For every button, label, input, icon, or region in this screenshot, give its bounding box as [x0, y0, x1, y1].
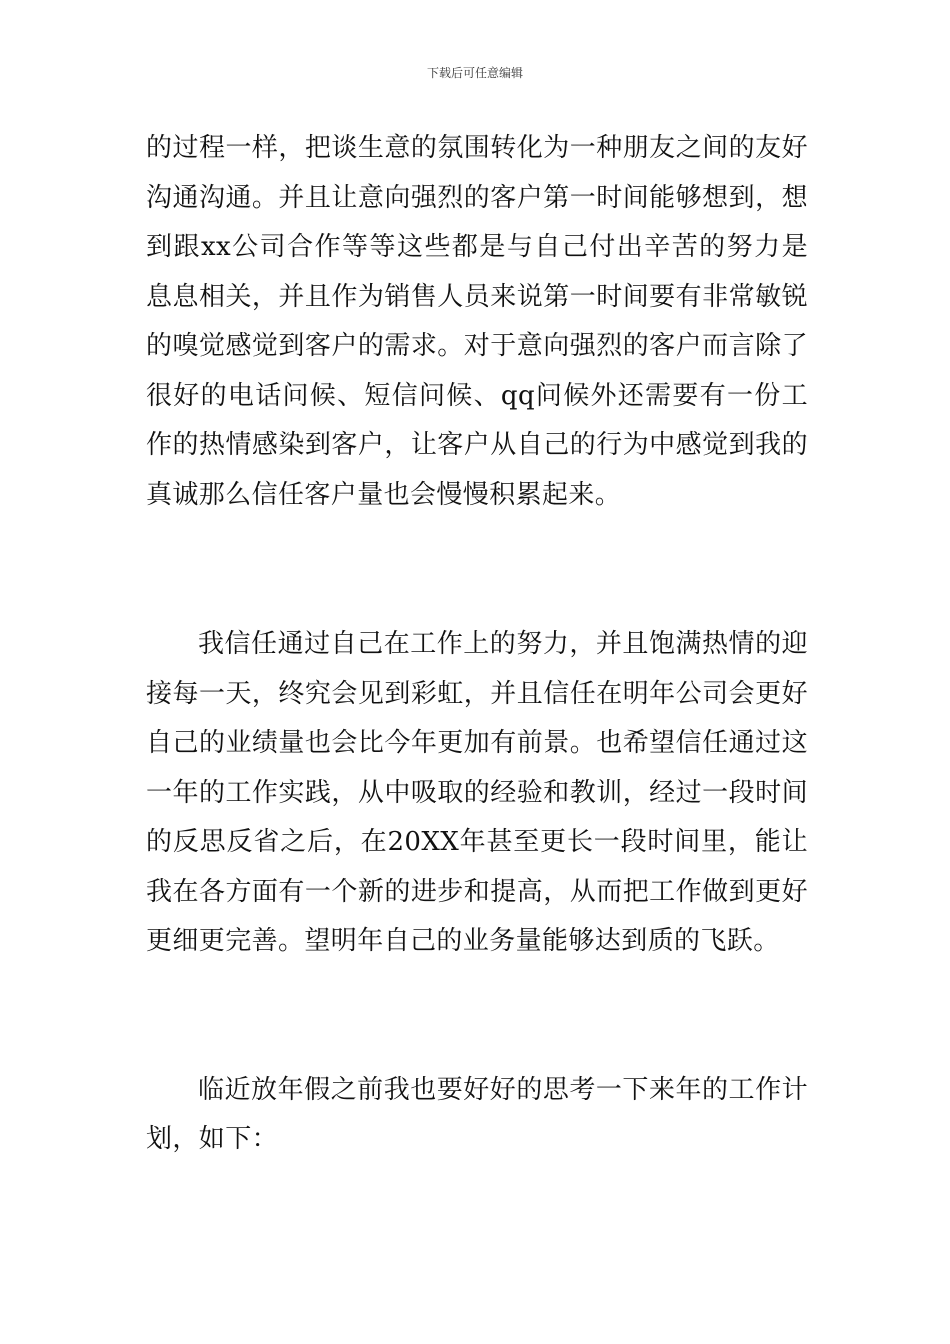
paragraph-spacer — [146, 967, 808, 1066]
paragraph-spacer — [146, 520, 808, 620]
paragraph-3: 临近放年假之前我也要好好的思考一下来年的工作计划，如下： — [146, 1074, 808, 1154]
paragraph-1: 的过程一样，把谈生意的氛围转化为一种朋友之间的友好沟通沟通。并且让意向强烈的客户第一时间能够想到，想到跟xx公司合作等等这些都是与自己付出辛苦的努力是息息相关，并且作为销售人员来说第一时间要有非常敏锐的嗅觉感觉到客户的需求。对于意向强烈的客户而言除了很好的电话问候、短信问候、qq问候外还需要有一份工作的热情感染到客户，让客户从自己的行为中感觉到我的真诚那么信任客户量也会慢慢积累起来。 — [146, 133, 808, 510]
document-body — [146, 124, 808, 1165]
page-header: 下载后可任意编辑 — [426, 66, 523, 80]
paragraph-2: 我信任通过自己在工作上的努力，并且饱满热情的迎接每一天，终究会见到彩虹，并且信任在明年公司会更好自己的业绩量也会比今年更加有前景。也希望信任通过这一年的工作实践，从中吸取的经验和教训，经过一段时间的反思反省之后，在20XX年甚至更长一段时间里，能让我在各方面有一个新的进步和提高，从而把工作做到更好更细更完善。望明年自己的业务量能够达到质的飞跃。 — [146, 629, 808, 956]
